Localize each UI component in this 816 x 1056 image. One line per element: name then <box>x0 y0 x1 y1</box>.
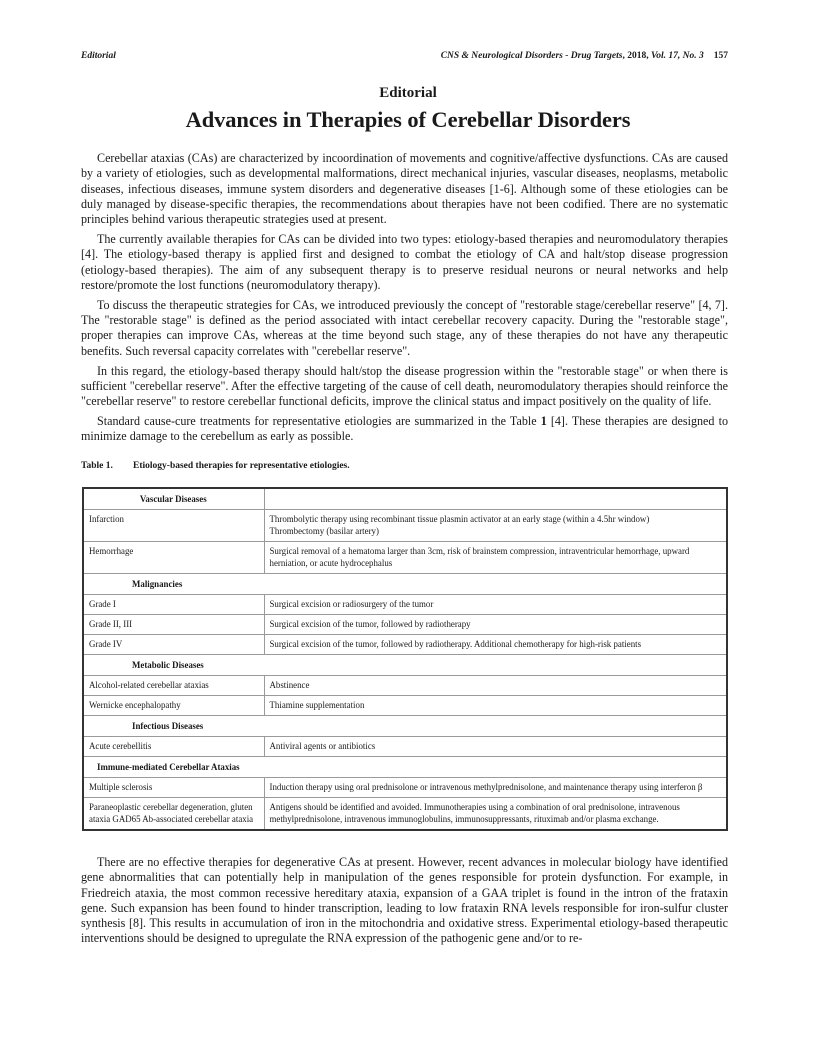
article-type-label: Editorial <box>379 85 437 101</box>
table-section-row <box>83 757 727 778</box>
table-caption <box>81 461 350 471</box>
therapy-cell: Surgical removal of a hematoma larger than 3cm, risk of brainstem compression, intraventricular hemorrhage, upward herniation, or acute hydrocephalus <box>264 542 727 574</box>
running-head-citation <box>441 51 728 61</box>
journal-year: , 2018, <box>622 51 651 61</box>
paragraph: There are no effective therapies for degenerative CAs at present. However, recent advances in molecular biology have identified gene abnormalities that can potentially help in manipulation of the genes responsible for protein dysfunction. For example, in Friedreich ataxia, the most common recessive hereditary ataxia, expansion of a GAA triplet is found in the intron of the frataxin gene. Such expansion has been found to hinder transcription, leading to low frataxin RNA levels responsible for iron-sulfur cluster synthesis [8]. This results in accumulation of iron in the mitochondria and oxidative stress. Experimental etiology-based therapeutic interventions should be designed to upregulate the RNA expression of the pathogenic gene and/or to re- <box>81 855 728 946</box>
table-section-row <box>83 716 727 737</box>
text-run: [4]. These therapies are designed to minimize damage to the cerebellum as early as possible. <box>81 414 728 444</box>
table-caption-number: Table 1. <box>81 461 113 471</box>
etiology-cell: Paraneoplastic cerebellar degeneration, gluten ataxia GAD65 Ab-associated cerebellar ataxia <box>83 798 264 831</box>
section-heading: Immune-mediated Cerebellar Ataxias <box>83 757 727 778</box>
continuation-text <box>81 855 728 951</box>
section-heading: Malignancies <box>83 574 727 595</box>
table-row <box>83 595 727 615</box>
therapy-cell: Induction therapy using oral prednisolone or intravenous methylprednisolone, and maintenance therapy using interferon β <box>264 778 727 798</box>
section-heading: Vascular Diseases <box>83 488 264 510</box>
empty-cell <box>264 488 727 510</box>
etiology-cell: Hemorrhage <box>83 542 264 574</box>
etiology-cell: Wernicke encephalopathy <box>83 696 264 716</box>
table-row <box>83 676 727 696</box>
table-row <box>83 615 727 635</box>
table-caption-text: Etiology-based therapies for representative etiologies. <box>133 461 350 471</box>
section-heading: Metabolic Diseases <box>83 655 727 676</box>
page-number: 157 <box>713 51 728 61</box>
paragraph: To discuss the therapeutic strategies for CAs, we introduced previously the concept of "restorable stage/cerebellar reserve" [4, 7]. The "restorable stage" is defined as the period associated with intact cerebellar recovery capacity. During the "restorable stage", proper therapies can improve CAs, whereas at the time beyond such stage, any of these therapies do not have any therapeutic benefits. Such reversal capacity correlates with "cerebellar reserve". <box>81 297 728 358</box>
table-section-row <box>83 655 727 676</box>
therapy-line: Thrombolytic therapy using recombinant tissue plasmin activator at an early stage (within a 4.5hr window) <box>269 514 650 524</box>
therapy-cell: Antigens should be identified and avoided. Immunotherapies using a combination of oral prednisolone, intravenous methylprednisolone, intravenous immunoglobulins, immunosuppressants, rituximab and/or plasma exchange. <box>264 798 727 831</box>
journal-volume: Vol. 17, No. 3 <box>650 51 704 61</box>
journal-name: CNS & Neurological Disorders - Drug Targets <box>440 51 623 61</box>
etiology-cell: Grade I <box>83 595 264 615</box>
etiology-cell: Alcohol-related cerebellar ataxias <box>83 676 264 696</box>
etiology-cell: Multiple sclerosis <box>83 778 264 798</box>
running-head <box>81 51 728 61</box>
etiology-cell: Infarction <box>83 510 264 542</box>
etiology-therapy-table <box>82 487 728 831</box>
etiology-cell: Grade IV <box>83 635 264 655</box>
etiology-cell: Acute cerebellitis <box>83 737 264 757</box>
therapy-cell: Thiamine supplementation <box>264 696 727 716</box>
paragraph: The currently available therapies for CAs can be divided into two types: etiology-based therapies and neuromodulatory therapies [4]. The etiology-based therapy is applied first and designed to combat the etiology of CA and halt/stop disease progression (etiology-based therapies). The aim of any subsequent therapy is to preserve residual neurons or neural networks and help restore/promote the lost functions (neuromodulatory therapy). <box>81 232 728 292</box>
running-head-section: Editorial <box>81 51 116 61</box>
therapy-cell: Surgical excision of the tumor, followed by radiotherapy <box>264 615 727 635</box>
therapy-cell: Surgical excision of the tumor, followed by radiotherapy. Additional chemotherapy for high-risk patients <box>264 635 727 655</box>
table-row <box>83 778 727 798</box>
therapy-line: Thrombectomy (basilar artery) <box>269 526 379 536</box>
paragraph: Cerebellar ataxias (CAs) are characterized by incoordination of movements and cognitive/affective dysfunctions. CAs are caused by a variety of etiologies, such as developmental malformations, direct mechanical injuries, vascular diseases, neoplasms, metabolic diseases, infectious diseases, immune system disorders and degenerative diseases [1-6]. Although some of these etiologies can be duly managed by disease-specific therapies, the recommendations about therapies have not been codified. There are no systematic principles behind various therapeutic strategies used at present. <box>81 151 728 227</box>
etiology-cell: Grade II, III <box>83 615 264 635</box>
table-row <box>83 798 727 831</box>
text-run: Standard cause-cure treatments for representative etiologies are summarized in the Table <box>97 414 541 429</box>
table-section-row <box>83 574 727 595</box>
therapy-cell <box>264 510 727 542</box>
therapy-cell: Antiviral agents or antibiotics <box>264 737 727 757</box>
table-reference: 1 <box>540 414 547 429</box>
table-row <box>83 542 727 574</box>
table-row <box>83 510 727 542</box>
table-row <box>83 696 727 716</box>
therapy-cell: Abstinence <box>264 676 727 696</box>
intro-text <box>81 151 728 449</box>
table-row <box>83 737 727 757</box>
table-section-row <box>83 488 727 510</box>
section-heading: Infectious Diseases <box>83 716 727 737</box>
paragraph: In this regard, the etiology-based therapy should halt/stop the disease progression within the "restorable stage" or when there is sufficient "cerebellar reserve". After the effective targeting of the cause of cell death, neuromodulatory therapies should reinforce the "cerebellar reserve" to restore cerebellar functional deficits, improve the clinical status and impact positively on the quality of life. <box>81 363 728 409</box>
therapy-cell: Surgical excision or radiosurgery of the tumor <box>264 595 727 615</box>
article-title: Advances in Therapies of Cerebellar Disorders <box>185 107 631 132</box>
paragraph <box>81 414 728 445</box>
table-row <box>83 635 727 655</box>
